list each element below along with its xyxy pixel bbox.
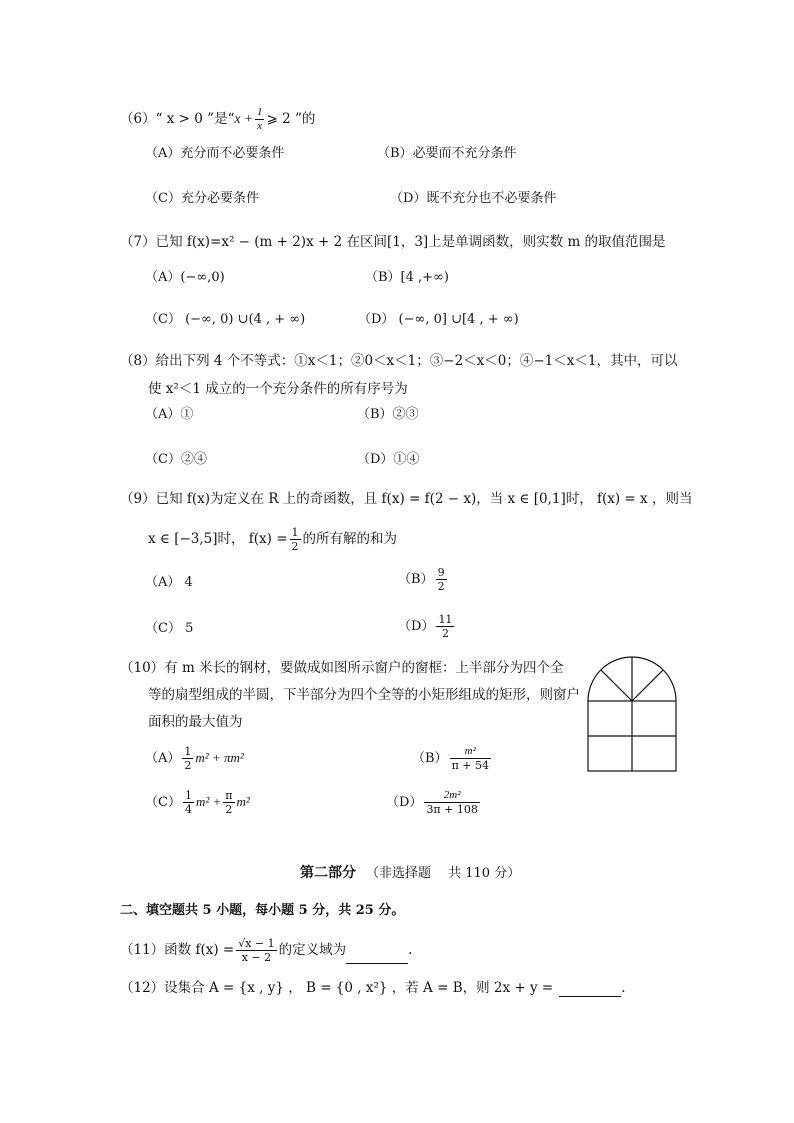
q11-answer-blank[interactable] [346, 949, 408, 964]
q7-option-c[interactable]: （C） (−∞, 0) ∪(4 , + ∞) [145, 312, 306, 327]
q10-option-b-label: （B） [412, 751, 448, 766]
q8-option-c[interactable]: （C）②④ [145, 452, 207, 467]
q10-option-d-fraction: $\frac{\text{2m²}}{3\pi + 108}$ [426, 789, 478, 816]
part2-title-text: 第二部分 [300, 865, 356, 881]
q6-option-b[interactable]: （B）必要而不充分条件 [377, 146, 517, 161]
q6-stem-a: （6）“ x > 0 ”是“ [120, 111, 235, 127]
q10-stem-line3: 面积的最大值为 [148, 714, 243, 730]
q12-answer-blank[interactable] [559, 982, 621, 997]
section2-heading: 二、填空题共 5 小题，每小题 5 分，共 25 分。 [120, 903, 405, 918]
q9-stem-line1: （9）已知 f(x)为定义在 R 上的奇函数，且 f(x) = f(2 − x)，当 x ∈ [0,1]时， f(x) = x ，则当 [120, 491, 693, 507]
q8-option-a[interactable]: （A）① [145, 407, 194, 422]
q9-option-d[interactable] [398, 613, 456, 640]
q10-option-a-label: （A） [145, 751, 181, 766]
q12-stem [120, 979, 626, 997]
q10-option-a[interactable] [145, 745, 244, 772]
q7-option-b[interactable]: （B）[4 ,+∞) [365, 270, 449, 285]
q11-right: 的定义域为 [278, 942, 347, 958]
q8-stem-line2: 使 x²＜1 成立的一个充分条件的所有序号为 [148, 381, 408, 397]
q6-option-c[interactable]: （C）充分必要条件 [145, 191, 259, 206]
q10-option-d-label: （D） [386, 795, 423, 810]
q12-text: （12）设集合 A = {x , y} ， B = {0 , x²} ，若 A = B，则 2x + y = [120, 980, 554, 996]
q10-option-b[interactable] [412, 745, 493, 772]
q7-stem: （7）已知 f(x)=x² − (m + 2)x + 2 在区间[1，3]上是单调函数，则实数 m 的取值范围是 [120, 234, 666, 250]
q10-option-c-fraction1: $\frac{1}{4}$ [184, 789, 192, 816]
q10-stem-line2: 等的扇型组成的半圆，下半部分为四个全等的小矩形组成的矩形，则窗户 [148, 687, 580, 703]
q11-stem [120, 937, 412, 964]
q9-option-b-fraction: $\frac{9}{2}$ [437, 566, 445, 593]
q9-option-a[interactable]: （A） 4 [145, 575, 193, 590]
q8-stem-line1: （8）给出下列 4 个不等式：①x＜1；②0＜x＜1；③−2＜x＜0；④−1＜x＜1，其中，可以 [120, 353, 678, 369]
q12-end: . [621, 980, 626, 996]
part2-title [300, 862, 520, 882]
q9-option-c[interactable]: （C） 5 [145, 621, 194, 636]
q6-fraction: $\frac{1}{x}$ [256, 106, 263, 132]
q10-option-c[interactable] [145, 789, 250, 816]
q10-option-c-mid: m² + [195, 794, 222, 809]
q9-option-d-label: （D） [398, 619, 435, 634]
q7-option-a[interactable]: （A）(−∞,0) [145, 270, 225, 285]
q10-option-c-rest: m² [236, 794, 250, 809]
q10-option-a-rest: m² + πm² [195, 750, 244, 765]
q10-option-d[interactable] [386, 789, 482, 816]
q9-stem2-left: x ∈ [−3,5]时， f(x) = [148, 531, 288, 547]
part2-subtitle: （非选择题 共 110 分） [366, 866, 521, 881]
q9-stem-line2 [148, 526, 397, 553]
q10-option-a-fraction: $\frac{1}{2}$ [184, 745, 192, 772]
q11-end: . [408, 942, 413, 958]
q6-option-a[interactable]: （A）充分而不必要条件 [145, 146, 285, 161]
q10-stem-line1: （10）有 m 米长的钢材，要做成如图所示窗户的窗框：上半部分为四个全 [120, 660, 564, 676]
q9-option-b[interactable] [398, 566, 449, 593]
q10-option-c-fraction2: $\frac{\pi}{2}$ [225, 789, 233, 816]
q6-option-d[interactable]: （D）既不充分也不必要条件 [390, 191, 557, 206]
q9-fraction: $\frac{1}{2}$ [291, 526, 299, 553]
window-frame-diagram [586, 656, 678, 774]
q10-option-b-fraction: $\frac{\text{m²}}{\pi + 54}$ [451, 745, 489, 772]
q9-stem2-right: 的所有解的和为 [302, 531, 398, 547]
q7-option-d[interactable]: （D） (−∞, 0] ∪[4 , + ∞) [358, 312, 519, 327]
q11-left: （11）函数 f(x) = [120, 942, 235, 958]
q11-fraction: $\frac{√x - 1}{x - 2}$ [238, 937, 275, 964]
window-radius-right [632, 670, 663, 701]
q9-option-d-fraction: $\frac{11}{2}$ [438, 613, 453, 640]
q8-option-d[interactable]: （D）①④ [357, 452, 420, 467]
q6-stem [120, 106, 315, 133]
q6-expr-left: x + [234, 111, 253, 126]
q6-expr-right: ⩾ 2 ”的 [266, 111, 316, 127]
window-radius-left [601, 670, 632, 701]
q10-option-c-label: （C） [145, 795, 181, 810]
q9-option-b-label: （B） [398, 572, 434, 587]
q8-option-b[interactable]: （B）②③ [357, 407, 419, 422]
